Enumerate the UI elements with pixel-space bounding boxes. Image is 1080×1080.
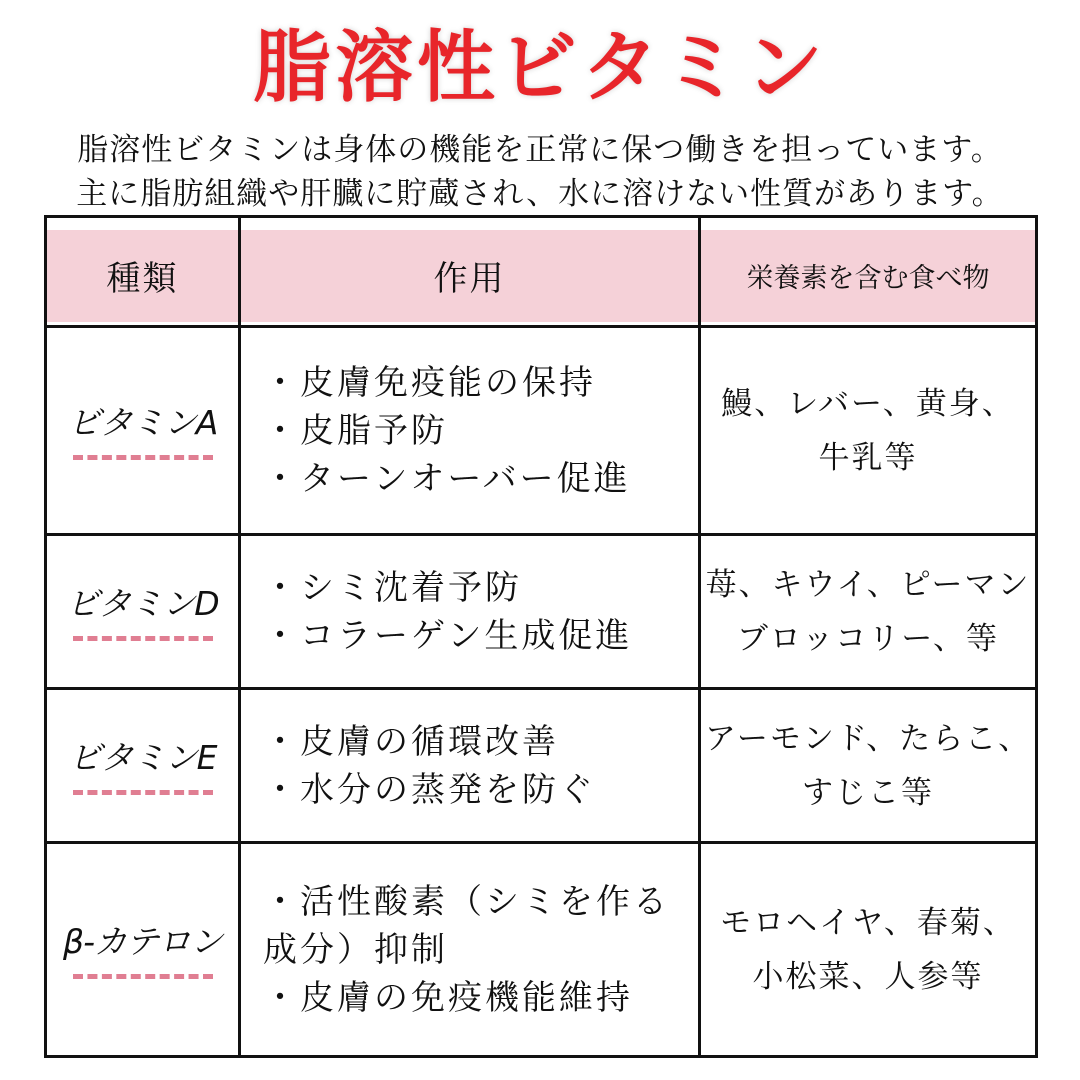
dashed-underline <box>73 636 213 641</box>
table-row-effects <box>241 536 701 690</box>
vitamin-type-label: ビタミンA <box>67 403 218 442</box>
food-line: ブロッコリー、等 <box>736 620 1000 657</box>
food-line: アーモンド、たらこ、 <box>704 720 1032 757</box>
dashed-underline <box>73 455 213 460</box>
vitamin-type-label: ビタミンE <box>68 738 217 777</box>
effect-item: ・ターンオーバー促進 <box>263 458 631 499</box>
dashed-underline <box>73 974 213 979</box>
header-cell-type <box>47 218 241 328</box>
effect-item: 成分）抑制 <box>263 929 448 970</box>
dashed-underline <box>73 790 213 795</box>
table-row-type <box>47 844 241 1055</box>
food-line: 牛乳等 <box>818 439 918 476</box>
intro-line-1: 脂溶性ビタミンは身体の機能を正常に保つ働きを担っています。 <box>77 132 1003 168</box>
header-foods-label: 栄養素を含む食べ物 <box>701 230 1035 322</box>
food-line: すじこ等 <box>802 774 934 811</box>
table-row-type <box>47 328 241 536</box>
header-cell-effect <box>241 218 701 328</box>
table-row-foods <box>701 328 1035 536</box>
table-row-foods <box>701 536 1035 690</box>
effect-item: ・皮膚免疫能の保持 <box>263 362 596 403</box>
effect-item: ・皮脂予防 <box>263 410 448 451</box>
food-line: 小松菜、人参等 <box>752 958 984 995</box>
vitamin-table <box>44 215 1038 1058</box>
effect-item: ・活性酸素（シミを作る <box>263 881 670 922</box>
food-line: 鰻、レバー、黄身、 <box>721 385 1015 422</box>
header-type-label: 種類 <box>47 230 238 322</box>
food-line: モロヘイヤ、春菊、 <box>720 904 1016 941</box>
effect-item: ・皮膚の免疫機能維持 <box>263 977 633 1018</box>
effect-item: ・シミ沈着予防 <box>263 567 522 608</box>
intro-line-2: 主に脂肪組織や肝臓に貯蔵され、水に溶けない性質があります。 <box>76 176 1004 212</box>
page-title: 脂溶性ビタミン <box>252 23 827 113</box>
food-line: 苺、キウイ、ピーマン <box>705 566 1031 603</box>
table-row-type <box>47 536 241 690</box>
vitamin-type-label: ビタミンD <box>66 584 219 623</box>
effect-item: ・水分の蒸発を防ぐ <box>263 769 596 810</box>
table-row-foods <box>701 690 1035 844</box>
table-row-foods <box>701 844 1035 1055</box>
vitamin-type-label: β-カテロン <box>63 922 222 961</box>
table-row-effects <box>241 328 701 536</box>
table-row-effects <box>241 690 701 844</box>
effect-item: ・コラーゲン生成促進 <box>263 615 633 656</box>
intro-text <box>40 128 1040 216</box>
table-row-effects <box>241 844 701 1055</box>
header-cell-foods <box>701 218 1035 328</box>
effect-item: ・皮膚の循環改善 <box>263 721 559 762</box>
header-effect-label: 作用 <box>241 230 698 322</box>
table-row-type <box>47 690 241 844</box>
